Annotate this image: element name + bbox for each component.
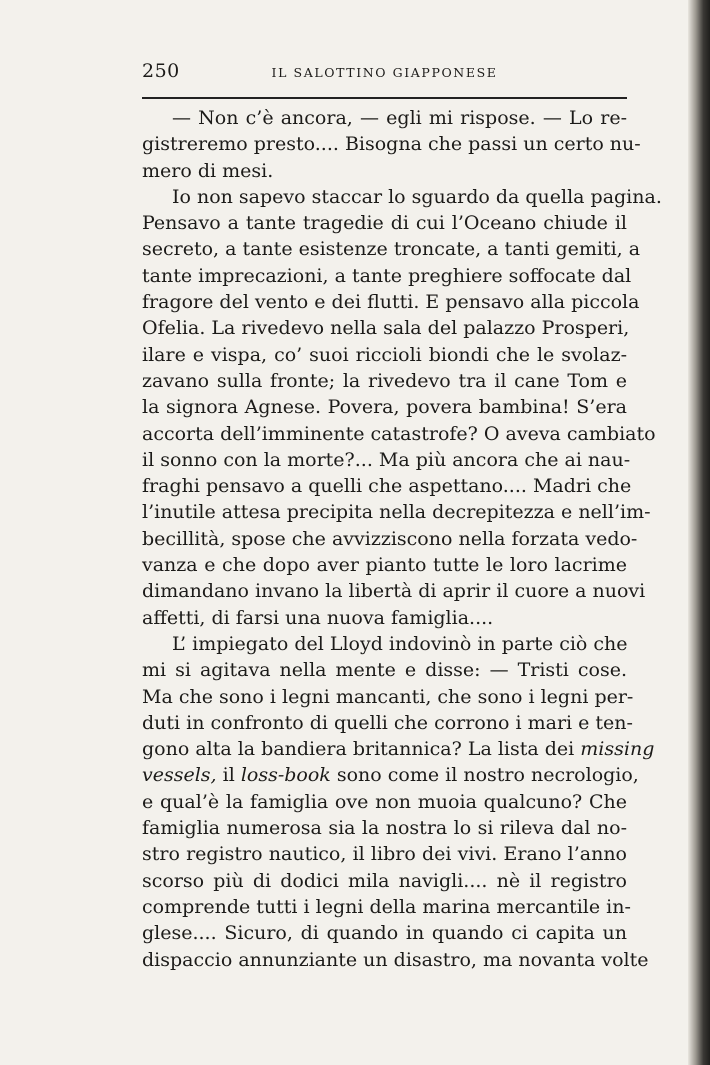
line-text: sono come il nostro necrologio, bbox=[330, 764, 639, 787]
line-text: e qual’è la famiglia ove non muoia qualcuno? Che bbox=[142, 790, 627, 813]
line-text: famiglia numerosa sia la nostra lo si rileva dal no- bbox=[142, 817, 627, 840]
text-line bbox=[142, 184, 662, 210]
line-text: Io non sapevo staccar lo sguardo da quella pagina. bbox=[172, 185, 662, 208]
text-line bbox=[142, 841, 627, 867]
line-text: fragore del vento e dei flutti. E pensavo alla piccola bbox=[142, 291, 640, 314]
text-line bbox=[142, 920, 627, 946]
body-text bbox=[142, 105, 662, 973]
text-line bbox=[142, 552, 627, 578]
text-line bbox=[142, 105, 627, 131]
line-text: il bbox=[216, 764, 241, 787]
text-line bbox=[142, 447, 631, 473]
line-text: dimandano invano la libertà di aprir il cuore a nuovi bbox=[142, 580, 646, 603]
text-line bbox=[142, 394, 627, 420]
line-text: comprende tutti i legni della marina mercantile in- bbox=[142, 895, 631, 918]
line-text: affetti, di farsi una nuova famiglia.... bbox=[142, 606, 494, 629]
text-line bbox=[142, 789, 627, 815]
line-text: la signora Agnese. Povera, povera bambina! S’era bbox=[142, 396, 627, 419]
text-line bbox=[142, 368, 627, 394]
line-text: scorso più di dodici mila navigli.... nè il registro bbox=[142, 869, 627, 892]
text-line bbox=[142, 289, 640, 315]
text-line bbox=[142, 947, 649, 973]
line-text: stro registro nautico, il libro dei vivi. Erano l’anno bbox=[142, 843, 627, 866]
running-title: IL SALOTTINO GIAPPONESE bbox=[271, 65, 498, 80]
line-text: gistreremo presto.... Bisogna che passi un certo nu- bbox=[142, 133, 641, 156]
italic-term: vessels, bbox=[142, 764, 217, 787]
line-text: dispaccio annunziante un disastro, ma novanta volte bbox=[142, 948, 649, 971]
text-line bbox=[142, 236, 641, 262]
text-line bbox=[142, 815, 627, 841]
line-text: becillità, spose che avvizziscono nella forzata vedo- bbox=[142, 527, 638, 550]
text-line bbox=[142, 158, 627, 184]
header-rule bbox=[142, 97, 627, 99]
line-text: L’ impiegato del Lloyd indovinò in parte ciò che bbox=[172, 632, 628, 655]
text-line bbox=[142, 868, 627, 894]
text-line bbox=[142, 526, 638, 552]
text-line bbox=[142, 736, 655, 762]
page-number: 250 bbox=[142, 60, 180, 82]
line-text: mi si agitava nella mente e disse: — Tristi cose. bbox=[142, 659, 627, 682]
line-text: Ofelia. La rivedevo nella sala del palazzo Prosperi, bbox=[142, 317, 630, 340]
italic-term: missing bbox=[580, 738, 655, 761]
line-text: fraghi pensavo a quelli che aspettano.... Madri che bbox=[142, 475, 632, 498]
line-text: secreto, a tante esistenze troncate, a tanti gemiti, a bbox=[142, 238, 641, 261]
line-text: glese.... Sicuro, di quando in quando ci capita un bbox=[142, 922, 627, 945]
text-line bbox=[142, 631, 627, 657]
line-text: gono alta la bandiera britannica? La lista dei bbox=[142, 738, 581, 761]
text-line bbox=[142, 657, 627, 683]
line-text: — Non c’è ancora, — egli mi rispose. — Lo re- bbox=[172, 107, 627, 129]
text-line bbox=[142, 315, 630, 341]
text-line bbox=[142, 131, 641, 157]
text-line bbox=[142, 473, 632, 499]
text-line bbox=[142, 605, 627, 631]
italic-term: loss-book bbox=[240, 764, 331, 787]
text-line bbox=[142, 499, 651, 525]
line-text: mero di mesi. bbox=[142, 159, 274, 182]
line-text: Ma che sono i legni mancanti, che sono i legni per- bbox=[142, 685, 634, 708]
text-line bbox=[142, 710, 633, 736]
line-text: tante imprecazioni, a tante preghiere soffocate dal bbox=[142, 264, 632, 287]
text-line bbox=[142, 578, 646, 604]
text-line bbox=[142, 894, 631, 920]
text-line bbox=[142, 263, 632, 289]
line-text: il sonno con la morte?... Ma più ancora che ai nau- bbox=[142, 448, 631, 471]
line-text: duti in confronto di quelli che corrono i mari e ten- bbox=[142, 711, 633, 734]
line-text: vanza e che dopo aver pianto tutte le loro lacrime bbox=[142, 554, 627, 577]
line-text: accorta dell’imminente catastrofe? O aveva cambiato bbox=[142, 422, 656, 445]
text-line bbox=[142, 421, 656, 447]
page-header bbox=[142, 58, 627, 88]
line-text: zavano sulla fronte; la rivedevo tra il cane Tom e bbox=[142, 369, 627, 392]
text-line bbox=[142, 210, 627, 236]
text-line bbox=[142, 342, 627, 368]
line-text: ilare e vispa, co’ suoi riccioli biondi che le svolaz- bbox=[142, 343, 627, 366]
line-text: l’inutile attesa precipita nella decrepitezza e nell’im- bbox=[142, 501, 651, 524]
text-line bbox=[142, 762, 639, 788]
text-line bbox=[142, 684, 634, 710]
line-text: Pensavo a tante tragedie di cui l’Oceano chiude il bbox=[142, 212, 627, 235]
page-edge-shadow bbox=[688, 0, 710, 1065]
